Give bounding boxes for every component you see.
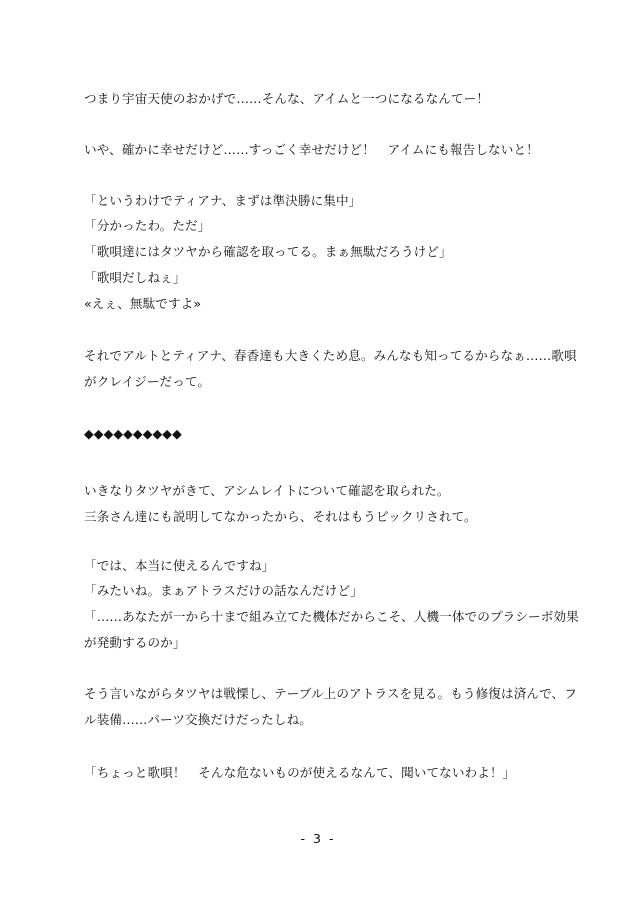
text-line: そう言いながらタツヤは戦慄し、テーブル上のアトラスを見る。もう修復は済んで、フ (84, 686, 577, 701)
text-line: «えぇ、無駄ですよ» (84, 296, 202, 311)
text-line: 三条さん達にも説明してなかったから、それはもうビックリされて。 (84, 509, 477, 524)
text-line: いきなりタツヤがきて、アシムレイトについて確認を取られた。 (84, 483, 450, 498)
text-line: 「……あなたが一から十まで組み立てた機体だからこそ、人機一体でのプラシーボ効果 (84, 609, 579, 624)
text-line: それでアルトとティアナ、春香達も大きくため息。みんなも知ってるからなぁ……歌唄 (84, 348, 577, 363)
text-line: が発動するのか」 (84, 635, 186, 650)
text-line: 「ちょっと歌唄！ そんな危ないものが使えるなんて、聞いてないわよ！」 (84, 765, 516, 780)
page-number: - 3 - (300, 831, 336, 846)
text-line: 「分かったわ。ただ」 (84, 218, 211, 233)
text-line: 「というわけでティアナ、まずは準決勝に集中」 (84, 193, 362, 208)
text-line: 「では、本当に使えるんですね」 (84, 558, 275, 573)
text-line: がクレイジーだって。 (84, 374, 211, 389)
text-line: 「歌唄だしねぇ」 (84, 270, 186, 285)
text-line: 「歌唄達にはタツヤから確認を取ってる。まぁ無駄だろうけど」 (84, 244, 452, 259)
text-line: つまり宇宙天使のおかげで……そんな、アイムと一つになるなんてー！ (84, 91, 490, 106)
text-line: ル装備……パーツ交換だけだったしね。 (84, 712, 312, 727)
section-divider: ◆◆◆◆◆◆◆◆◆◆ (84, 426, 182, 441)
text-line: 「みたいね。まぁアトラスだけの話なんだけど」 (84, 583, 363, 598)
text-line: いや、確かに幸せだけど……すっごく幸せだけど！ アイムにも報告しないと！ (84, 142, 539, 157)
